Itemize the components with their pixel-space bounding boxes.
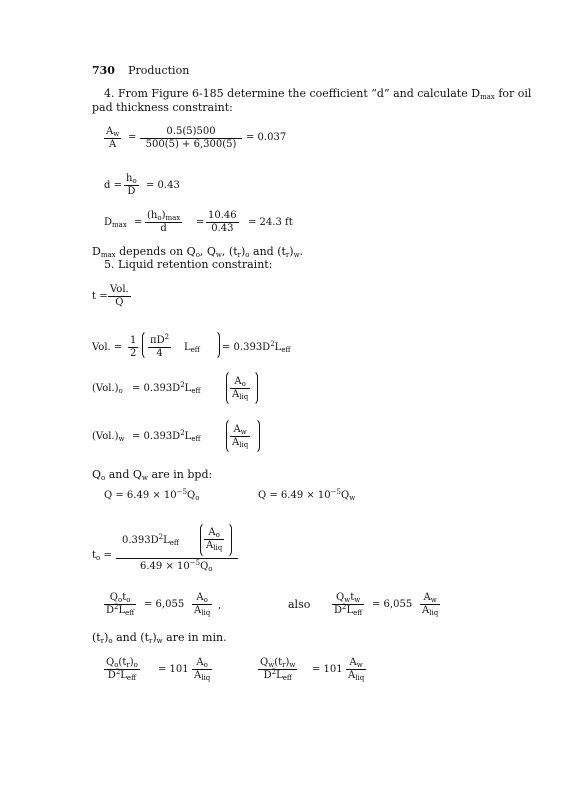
step5-title: 5. Liquid retention constraint: bbox=[104, 258, 273, 271]
ratio-oil-coefficient: = 6,055 bbox=[144, 599, 185, 610]
vol-inner-fraction: $\frac{\pi D^2}{4}$ bbox=[150, 333, 170, 359]
vol-result: = $0.393D^2L_{eff}$ bbox=[222, 340, 291, 354]
final-oil-lhs-fraction: $Q_o(t_r)_o$ $D^2L_{eff}$ bbox=[106, 657, 138, 682]
step4-intro-line2: pad thickness constraint: bbox=[92, 101, 233, 114]
ratio-oil-area-fraction: $A_o$ $A_{liq}$ bbox=[194, 592, 211, 617]
t-lhs: t = bbox=[92, 291, 108, 302]
dmax-eq-sign-2: = bbox=[196, 217, 205, 228]
final-oil-coefficient: = 101 bbox=[158, 664, 189, 675]
vol-half-fraction: $\frac{1}{2}$ bbox=[130, 335, 137, 359]
dmax-symbolic-fraction: $(h_o)_{max}$ d bbox=[147, 210, 181, 234]
dmax-lhs: $D_{max}$ bbox=[104, 217, 127, 229]
vol-w-expression: = $0.393D^2L_{eff}$ bbox=[132, 429, 201, 443]
step4-intro-line1: 4. From Figure 6-185 determine the coefficient “d” and calculate $D_{max}$ for oil bbox=[104, 87, 532, 101]
ratio-water-coefficient: = 6,055 bbox=[372, 599, 413, 610]
ratio-comma: , bbox=[218, 600, 222, 611]
final-oil-area-fraction: $A_o$ $A_{liq}$ bbox=[194, 657, 211, 682]
page-header bbox=[92, 59, 189, 78]
d-result: = 0.43 bbox=[146, 180, 180, 191]
q-oil-conversion: $Q = 6.49 \times 10^{-5}Q_o$ bbox=[104, 488, 200, 502]
aw-over-a-fraction: $\frac{A_w}{A}$ bbox=[106, 126, 120, 150]
aw-result: = 0.037 bbox=[246, 132, 287, 143]
final-water-lhs-fraction: $Q_w(t_r)_w$ $D^2L_{eff}$ bbox=[260, 657, 296, 682]
vol-w-lhs: $(Vol.)_w$ bbox=[92, 431, 125, 443]
dmax-numeric-fraction: $\frac{10.46}{0.43}$ bbox=[208, 210, 237, 234]
page-number: 730 bbox=[92, 64, 115, 77]
aw-value-fraction: $\frac{0.5(5)500}{500(5) + 6,300(5)}$ bbox=[140, 126, 242, 151]
dmax-result: = 24.3 ft bbox=[248, 217, 293, 228]
d-lhs: d = bbox=[104, 180, 122, 191]
to-lhs: $t_o$ = bbox=[92, 550, 112, 562]
ratio-oil-lhs-fraction: $Q_ot_o$ $D^2L_{eff}$ bbox=[106, 592, 135, 617]
aw-eq-sign: = bbox=[128, 132, 137, 143]
bpd-note: $Q_o$ and $Q_w$ are in bpd: bbox=[92, 468, 213, 482]
vol-o-expression: = $0.393D^2L_{eff}$ bbox=[132, 381, 201, 395]
final-water-area-fraction: $A_w$ $A_{liq}$ bbox=[348, 657, 365, 682]
ratio-water-lhs-fraction: $Q_wt_w$ $D^2L_{eff}$ bbox=[334, 592, 363, 617]
q-water-conversion: $Q = 6.49 \times 10^{-5}Q_w$ bbox=[258, 488, 356, 502]
vol-leff: $L_{eff}$ bbox=[184, 342, 200, 354]
ratio-water-area-fraction: $A_w$ $A_{liq}$ bbox=[422, 592, 439, 617]
vol-o-lhs: $(Vol.)_o$ bbox=[92, 383, 123, 395]
chapter-title: Production bbox=[128, 64, 190, 77]
vol-o-area-fraction: $A_o$ $A_{liq}$ bbox=[232, 376, 249, 401]
to-big-fraction: $0.393D^2L_{eff}$ $A_o$ $A_{liq}$ $6.49 \times 10^{-5}Q_o$ bbox=[116, 520, 240, 578]
d-fraction: $\frac{h_o}{D}$ bbox=[126, 173, 137, 197]
dmax-depends-line: $D_{max}$ depends on $Q_o$, $Q_w$, $(t_r)_o$ and $(t_r)_w$. bbox=[92, 245, 304, 259]
t-fraction: Vol. Q bbox=[110, 284, 129, 308]
vol-lhs: Vol. = bbox=[92, 342, 123, 353]
also-word: also bbox=[288, 598, 311, 611]
dmax-eq-sign: = bbox=[134, 217, 143, 228]
final-water-coefficient: = 101 bbox=[312, 664, 343, 675]
minutes-note: $(t_r)_o$ and $(t_r)_w$ are in min. bbox=[92, 631, 227, 645]
vol-w-area-fraction: $A_w$ $A_{liq}$ bbox=[232, 424, 249, 449]
